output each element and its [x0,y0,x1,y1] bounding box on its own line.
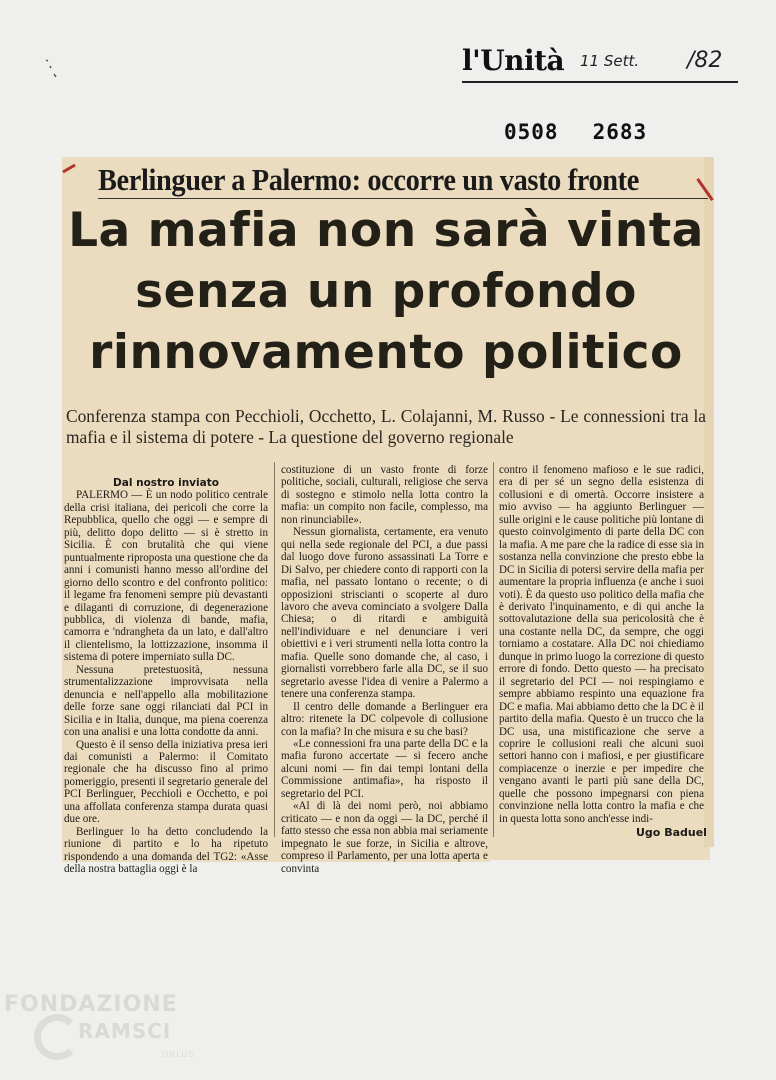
newspaper-masthead [462,44,740,84]
article-kicker: Berlinguer a Palermo: occorre un vasto fronte [98,163,639,197]
paragraph: Nessuna pretestuosità, nessuna strumentalizzazione improvvisata nella denuncia e nell'appello alla mobilitazione delle forze sane oggi rilanciati dal PCI in Sicilia e in Italia, dunque, ma piena coerenza con una analisi e una lotta condotte da anni. [64,663,268,739]
kicker-rule [98,198,708,199]
paragraph: Il centro delle domande a Berlinguer era altro: ritenete la DC colpevole di collusione con la mafia? In che misura e su che basi? [281,700,488,738]
paragraph: Berlinguer lo ha detto concludendo la riunione di partito e lo ha ripetuto rispondendo a una domanda del TG2: «Asse della nostra battaglia oggi è la [64,825,268,876]
foundation-watermark [4,992,224,1072]
paragraph: contro il fenomeno mafioso e le sue radici, era di per sé un segno della esistenza di collusioni e di omertà. Occorre insistere a mio avviso — ha aggiunto Berlinguer — sulle origini e le cause politiche più lontane di questo coinvolgimento di parte della DC con la mafia. A me pare che la radice di esse sia in sostanza nella convinzione che presto ebbe la DC in Sicilia di potersi servire della mafia per aumentare la propria influenza (e anche i suoi voti). È da questo uso politico della mafia che è derivato l'inquinamento, e di qui anche la sottovalutazione della sua pericolosità che è una costante nella DC, da sempre, che oggi torniamo a costatare. Alla DC noi chiediamo dunque in primo luogo la correzione di questo errore di fondo. Detto questo — ha precisato il segretario del PCI — noi respingiamo e sempre abbiamo respinto una equazione fra DC e mafia. Mai abbiamo detto che la DC è il partito della mafia. Questo è un trucco che la DC usa, una mistificazione che serve a coprire le collusioni reali che alcuni suoi settori hanno con i mafiosi, e per giustificare compiacenze o inerzie e per impedire che vengano avanti le parti più sane della DC, quelle che possono impegnarsi con piena convinzione nella lotta contro la mafia e che in questa lotta sono anch'esse indi- [499,464,704,825]
handwritten-date: 11 Sett. [580,52,640,70]
paragraph: Nessun giornalista, certamente, era venuto qui nella sede regionale del PCI, a due passi dal luogo dove furono assassinati La Torre e Di Salvo, per chiedere conto di rapporti con la mafia, nel passato lontano o recente; o di opposizioni striscianti o scoperte al duro lavoro che aveva cominciato a svolgere Dalla Chiesa; o di ritardi e ambiguità nell'individuare e nel denunciare i veri obiettivi e i veri strumenti nella lotta contro la mafia. Quelle sono domande che, al caso, i giornalisti vorrebbero farle alla DC, se il suo segretario avesse l'idea di venire a Palermo a tenere una conferenza stampa. [281,526,488,701]
archive-code-1: 0508 [504,120,559,144]
watermark-line-2: RAMSCI [78,1019,172,1043]
masthead-underline [462,81,738,83]
archive-code-2: 2683 [592,120,648,144]
paragraph: Questo è il senso della iniziativa presa ieri dai comunisti a Palermo: il Comitato regionale che ha discusso fino al primo pomeriggio, presenti il segretario generale del PCI Berlinguer, Pecchioli e Occhetto, e poi una affollata conferenza stampa durata quasi due ore. [64,738,268,826]
handwritten-year: /82 [687,48,723,73]
newspaper-name: l'Unità [462,44,565,77]
headline-line: senza un profondo [135,264,637,319]
watermark-line-1: FONDAZIONE [4,992,178,1017]
paragraph: «Le connessioni fra una parte della DC e la mafia furono accertate — si fecero anche alcuni nomi — fin dai tempi lontani della Commissione antimafia», ha risposto il segretario del PCI. [281,737,488,800]
paragraph: «Al di là dei nomi però, noi abbiamo criticato — e non da oggi — la DC, perché il fatto stesso che essa non abbia mai seriamente impegnato le sue forze, in Sicilia e altrove, compreso il Parlamento, per una lotta aperta e convinta [281,800,488,875]
column-divider [493,462,494,837]
pencil-marks [44,58,62,80]
article-column-3 [499,464,704,825]
dateline: Dal nostro inviato [113,477,219,489]
archive-stamp [504,120,647,144]
column-divider [274,462,275,837]
watermark-line-3: ONLUS [162,1050,195,1059]
article-signature: Ugo Baduel [636,826,707,839]
headline-line: La mafia non sarà vinta [68,203,704,258]
paragraph: PALERMO — È un nodo politico centrale della crisi italiana, dei pericoli che corre la Repubblica, quello che oggi — e sempre di più, delitto dopo delitto — si è stretto in Sicilia. È con brutalità che qui viene puntualmente riproposta una questione che da anni i comunisti hanno messo all'ordine del giorno dello scontro e del confronto politico: il legame fra fenomeni sempre più devastanti e dilaganti di corruzione, di degenerazione pubblica, di violenza di bande, mafia, camorra e 'ndrangheta da un lato, e dall'altro il clientelismo, la lottizzazione, insomma il sistema di potere imperniato sulla DC. [64,489,268,664]
watermark-g-logo-icon [34,1014,80,1060]
article-subtitle: Conferenza stampa con Pecchioli, Occhetto, L. Colajanni, M. Russo - Le connessioni tra la mafia e il sistema di potere - La questione del governo regionale [66,406,706,447]
headline-line: rinnovamento politico [89,325,683,380]
paragraph: costituzione di un vasto fronte di forze politiche, sociali, culturali, religiose che serva di sostegno e stimolo nella lotta contro la mafia: un compito non facile, complesso, ma non rinunciabile». [281,464,488,526]
article-headline [64,200,708,383]
article-column-2 [281,464,488,875]
article-column-1 [64,477,268,876]
